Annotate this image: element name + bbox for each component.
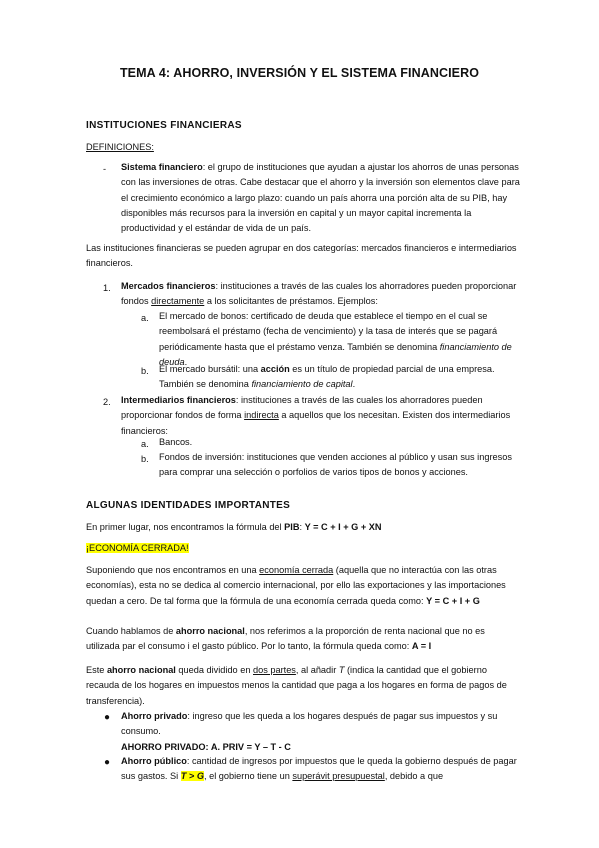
paragraph-ahorro-nacional: Cuando hablamos de ahorro nacional, nos referimos a la proporción de renta nacional que no es utilizada par el consumo i el gasto público. Por lo tanto, la fórmula queda como: A = I — [86, 626, 485, 652]
list-letter-2a: a. — [141, 439, 149, 449]
item-term: Mercados financieros — [121, 281, 216, 291]
bullet-term: Ahorro privado — [121, 711, 188, 721]
bullet-dot-icon: ● — [104, 757, 111, 768]
italic-term: financiamiento de deuda — [159, 341, 512, 367]
list-item-mercados-financieros: Mercados financieros: instituciones a través de las cuales los ahorradores pueden proporcionar fondos directamente a los solicitantes de préstamos. Ejemplos: — [121, 281, 517, 307]
formula-pib: Y = C + I + G + XN — [304, 522, 382, 532]
formula-cerrada: Y = C + I + G — [426, 595, 480, 606]
formula-ahorro: A = I — [411, 641, 432, 652]
list-item-mercado-bonos: El mercado de bonos: certificado de deuda que establece el tiempo en el cual se reembolsará el préstamo (fecha de vencimiento) y la tasa de interés que se pagará periódicamente hasta que el préstamo venza. También se denomina financiamiento de deuda. — [159, 311, 512, 367]
section-heading-identidades: ALGUNAS IDENTIDADES IMPORTANTES — [86, 500, 291, 511]
bullet-dot-icon: ● — [104, 712, 111, 723]
bullet-ahorro-privado: Ahorro privado: ingreso que les queda a los hogares después de pagar sus impuestos y su consumo. AHORRO PRIVADO: A. PRIV = Y – T - C — [121, 711, 498, 752]
underlined-term: economía cerrada — [259, 565, 334, 575]
definition-text: : el grupo de instituciones que ayudan a ajustar los ahorros de unas personas con las inversiones de otras. Cabe destacar que el ahorro y la inversión son elementos clave para el crecimiento económico a largo plazo: cuando un país ahorra una porción alta de su PIB, hay disponibles más recursos para la inversión en capital y un mayor capital incrementa la productividad y el estándar de vida de un país. — [121, 162, 520, 234]
formula-ahorro-privado: AHORRO PRIVADO: A. PRIV = Y – T - C — [121, 741, 291, 752]
list-letter-1b: b. — [141, 366, 149, 376]
section-heading-instituciones: INSTITUCIONES FINANCIERAS — [86, 120, 242, 131]
page-title: TEMA 4: AHORRO, INVERSIÓN Y EL SISTEMA FINANCIERO — [119, 66, 480, 80]
bullet-ahorro-publico: Ahorro público: cantidad de ingresos por impuestos que le queda la gobierno después de pagar sus gastos. Si T > G, el gobierno tiene un superávit presupuestal, debido a que — [121, 756, 517, 782]
bullet-term: Ahorro público — [121, 756, 187, 766]
underlined-word: indirecta — [244, 410, 279, 421]
dash-marker: - — [103, 164, 107, 174]
definiciones-heading: DEFINICIONES: — [86, 142, 154, 152]
list-number-2: 2. — [103, 397, 111, 407]
paragraph-economia-cerrada: Suponiendo que nos encontramos en una economía cerrada (aquella que no interactúa con las otras economías), esta no se dedica al comercio internacional, por ello las exportaciones y las importaciones quedan a cero. De tal forma que la fórmula de una economía cerrada queda como: Y = C + I + G — [86, 565, 506, 606]
paragraph-formula-pib: En primer lugar, nos encontramos la fórmula del PIB: Y = C + I + G + XN — [86, 522, 382, 532]
list-letter-2b: b. — [141, 454, 149, 464]
underlined-term: dos partes — [253, 665, 296, 675]
economia-cerrada-highlight: ¡ECONOMÍA CERRADA! — [86, 543, 189, 553]
list-item-fondos-inversion: Fondos de inversión: instituciones que venden acciones al público y usan sus ingresos para comprar una selección o porfolios de varios tipos de bonos y acciones. — [159, 452, 512, 478]
list-item-bancos: Bancos. — [159, 437, 193, 447]
list-item-intermediarios-financieros: Intermediarios financieros: instituciones a través de las cuales los ahorradores pueden proporcionar fondos de forma indirecta a aquellos que los necesitan. Existen dos intermediarios financieros: — [121, 395, 511, 436]
list-letter-1a: a. — [141, 313, 149, 323]
list-item-mercado-bursatil: El mercado bursátil: una acción es un título de propiedad parcial de una empresa. También se denomina financiamiento de capital. — [159, 364, 495, 390]
item-term: Intermediarios financieros — [121, 395, 236, 405]
paragraph-ahorro-dividido: Este ahorro nacional queda dividido en dos partes, al añadir T (indica la cantidad que el gobierno recauda de los hogares en impuestos menos la cantidad que paga a los hogares en forma de pagos de transferencia). — [86, 665, 507, 706]
underlined-term: superávit presupuestal — [292, 771, 385, 782]
underlined-word: directamente — [151, 296, 205, 307]
list-number-1: 1. — [103, 283, 111, 293]
bold-term: acción — [260, 364, 290, 374]
highlight-t-g: T > G — [180, 771, 204, 782]
paragraph-categorias: Las instituciones financieras se pueden agrupar en dos categorías: mercados financieros e intermediarios financieros. — [86, 243, 517, 269]
italic-term: financiamiento de capital — [251, 379, 353, 390]
definition-sistema-financiero — [121, 160, 521, 236]
definition-term: Sistema financiero — [121, 162, 203, 172]
